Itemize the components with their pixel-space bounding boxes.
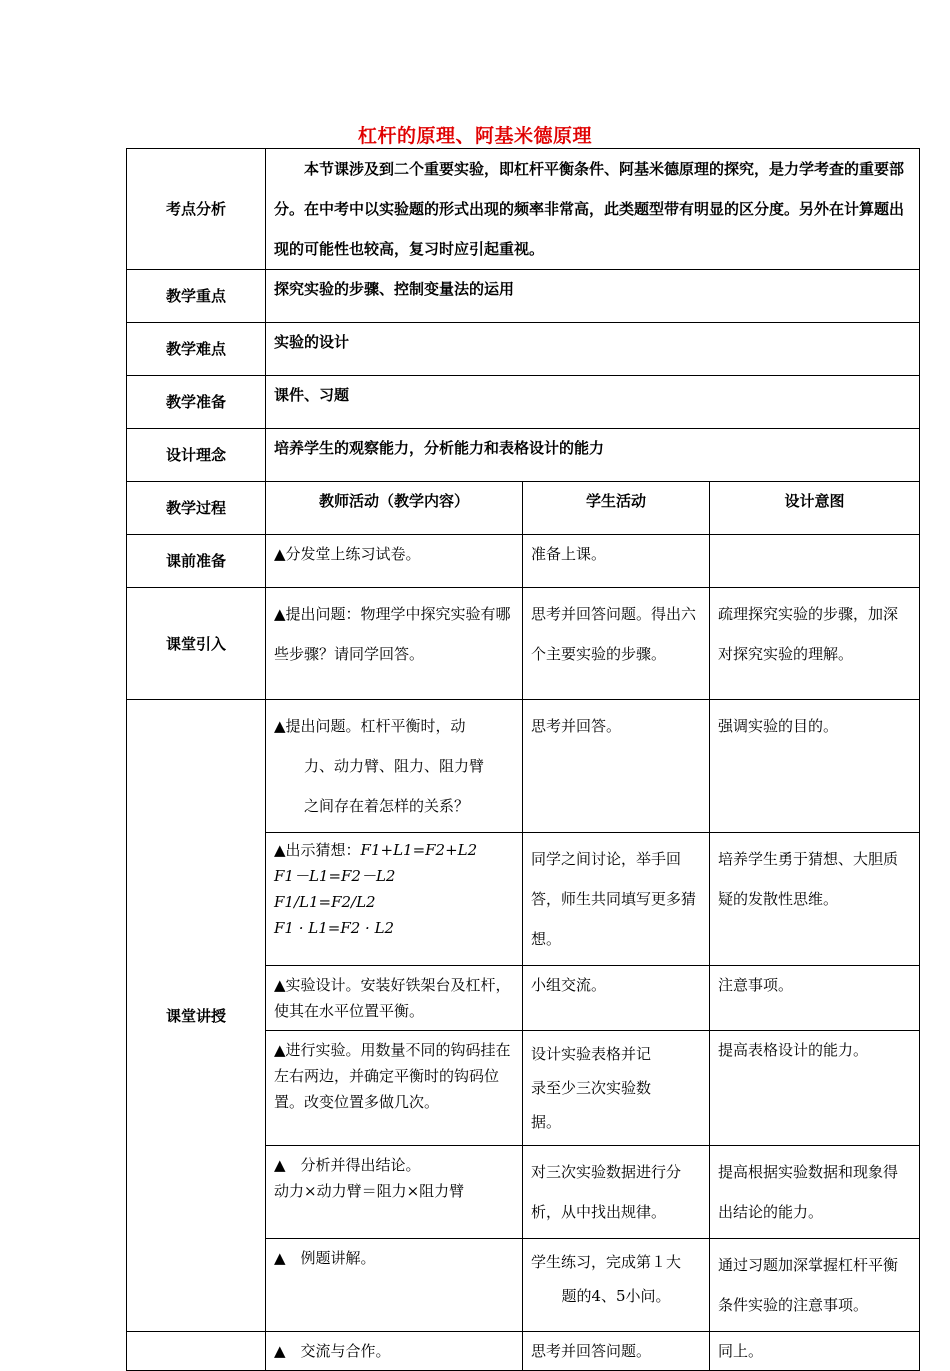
label-kaodian: 考点分析 <box>127 149 266 270</box>
text-zhunbei: 课件、习题 <box>266 376 920 429</box>
ktyr-student: 思考并回答问题。得出六个主要实验的步骤。 <box>523 588 710 700</box>
row-last <box>127 1332 920 1371</box>
ktjs-r5-teacher <box>266 1146 523 1239</box>
ktjs-r6-teacher: ▲ 例题讲解。 <box>266 1239 523 1332</box>
label-ktyr: 课堂引入 <box>127 588 266 700</box>
kaodian-paragraph: 本节课涉及到二个重要实验，即杠杆平衡条件、阿基米德原理的探究，是力学考查的重要部分。在中考中以实验题的形式出现的频率非常高，此类题型带有明显的区分度。另外在计算题出现的可能性也较高，复习时应引起重视。 <box>274 160 905 258</box>
header-design-intent: 设计意图 <box>710 482 920 535</box>
ktjs-r6-student <box>523 1239 710 1332</box>
ktjs-r5-student: 对三次实验数据进行分析，从中找出规律。 <box>523 1146 710 1239</box>
guess-3: F1/L1=F2/L2 <box>274 893 376 911</box>
kqzb-intent <box>710 535 920 588</box>
guess-2: F1－L1=F2－L2 <box>274 867 396 885</box>
row-linian <box>127 429 920 482</box>
ktjs-r1-intent: 强调实验的目的。 <box>710 700 920 833</box>
row-zhunbei <box>127 376 920 429</box>
ktjs-r1-teacher-line3: 之间存在着怎样的关系？ <box>304 797 470 815</box>
text-linian: 培养学生的观察能力，分析能力和表格设计的能力 <box>266 429 920 482</box>
row-ktyr <box>127 588 920 700</box>
last-teacher: ▲ 交流与合作。 <box>266 1332 523 1371</box>
ktjs-r1-teacher-line2: 力、动力臂、阻力、阻力臂 <box>304 757 485 775</box>
ktjs-r3-intent: 注意事项。 <box>710 966 920 1031</box>
label-nandian: 教学难点 <box>127 323 266 376</box>
ktjs-r3-student: 小组交流。 <box>523 966 710 1031</box>
text-kaodian <box>266 149 920 270</box>
ktjs-r2-teacher <box>266 833 523 966</box>
ktjs-r2-student: 同学之间讨论，举手回答，师生共同填写更多猜想。 <box>523 833 710 966</box>
row-kaodian <box>127 149 920 270</box>
header-teacher-activity: 教师活动（教学内容） <box>266 482 523 535</box>
lesson-plan-table <box>126 148 920 1371</box>
row-ktjs-1 <box>127 700 920 833</box>
label-zhongdian: 教学重点 <box>127 270 266 323</box>
ktyr-teacher: ▲提出问题：物理学中探究实验有哪些步骤？请同学回答。 <box>266 588 523 700</box>
label-guocheng: 教学过程 <box>127 482 266 535</box>
ktjs-r5-intent: 提高根据实验数据和现象得出结论的能力。 <box>710 1146 920 1239</box>
ktjs-r1-teacher-line1: ▲提出问题。杠杆平衡时，动 <box>274 717 466 735</box>
last-label-empty <box>127 1332 266 1371</box>
document-title: 杠杆的原理、阿基米德原理 <box>357 125 592 147</box>
kqzb-teacher: ▲分发堂上练习试卷。 <box>266 535 523 588</box>
ktjs-r4-student-line1: 设计实验表格并记 <box>531 1045 652 1063</box>
ktjs-r2-intent: 培养学生勇于猜想、大胆质疑的发散性思维。 <box>710 833 920 966</box>
ktjs-r1-student: 思考并回答。 <box>523 700 710 833</box>
header-student-activity: 学生活动 <box>523 482 710 535</box>
ktjs-r5-teacher-line2: 动力×动力臂＝阻力×阻力臂 <box>274 1182 465 1200</box>
last-student: 思考并回答问题。 <box>523 1332 710 1371</box>
label-zhunbei: 教学准备 <box>127 376 266 429</box>
ktjs-r5-teacher-line1: ▲ 分析并得出结论。 <box>274 1156 421 1174</box>
ktjs-r2-teacher-line1 <box>274 837 514 863</box>
text-zhongdian: 探究实验的步骤、控制变量法的运用 <box>266 270 920 323</box>
ktyr-intent: 疏理探究实验的步骤，加深对探究实验的理解。 <box>710 588 920 700</box>
ktjs-r6-intent: 通过习题加深掌握杠杆平衡条件实验的注意事项。 <box>710 1239 920 1332</box>
label-kqzb: 课前准备 <box>127 535 266 588</box>
row-guocheng <box>127 482 920 535</box>
text-nandian: 实验的设计 <box>266 323 920 376</box>
ktjs-r4-intent: 提高表格设计的能力。 <box>710 1031 920 1146</box>
label-linian: 设计理念 <box>127 429 266 482</box>
ktjs-r3-teacher: ▲实验设计。安装好铁架台及杠杆，使其在水平位置平衡。 <box>266 966 523 1031</box>
ktjs-r4-teacher: ▲进行实验。用数量不同的钩码挂在左右两边，并确定平衡时的钩码位置。改变位置多做几次。 <box>266 1031 523 1146</box>
ktjs-r4-student-line2: 录至少三次实验数 <box>531 1079 652 1097</box>
ktjs-r4-student <box>523 1031 710 1146</box>
label-ktjs: 课堂讲授 <box>127 700 266 1332</box>
ktjs-r1-teacher <box>266 700 523 833</box>
guess-4: F1 · L1=F2 · L2 <box>274 919 395 937</box>
row-kqzb <box>127 535 920 588</box>
ktjs-r6-student-line2: 题的4、5小问。 <box>561 1287 671 1305</box>
ktjs-r4-student-line3: 据。 <box>531 1113 562 1131</box>
row-nandian <box>127 323 920 376</box>
last-intent: 同上。 <box>710 1332 920 1371</box>
row-zhongdian <box>127 270 920 323</box>
guess-label: ▲出示猜想： <box>274 841 361 859</box>
kqzb-student: 准备上课。 <box>523 535 710 588</box>
guess-1: F1+L1=F2+L2 <box>360 841 478 859</box>
ktjs-r6-student-line1: 学生练习，完成第１大 <box>531 1253 682 1271</box>
